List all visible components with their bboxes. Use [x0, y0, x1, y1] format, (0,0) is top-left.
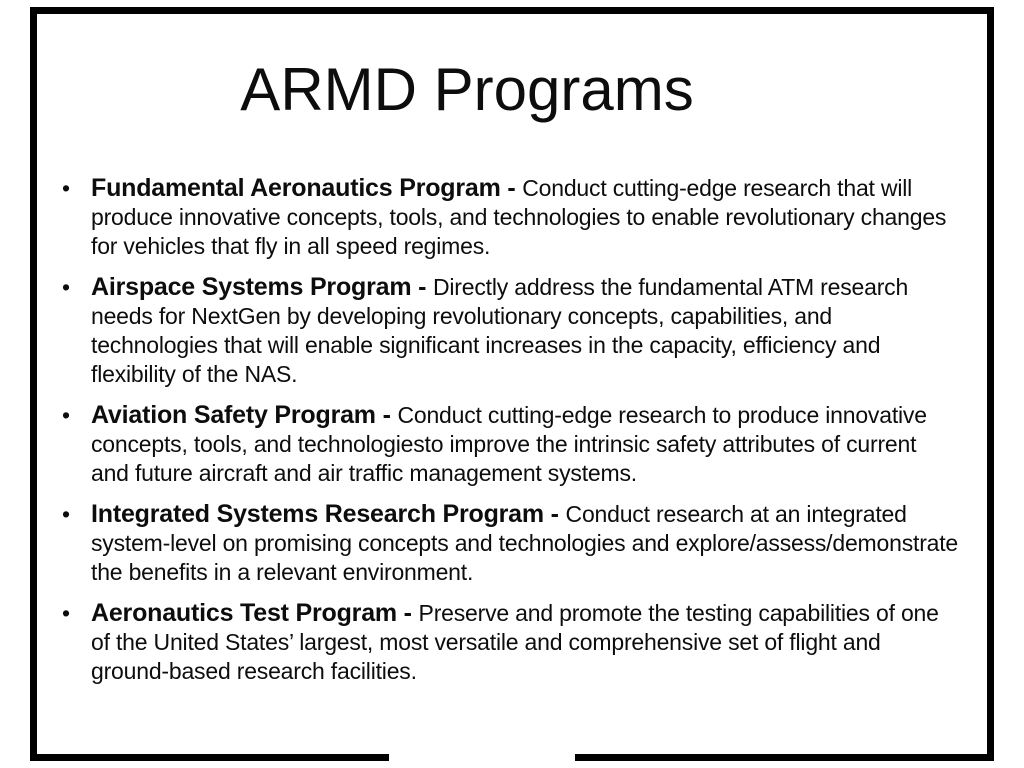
bullet-marker: •: [62, 175, 70, 201]
bullet-list: [60, 174, 960, 698]
slide-frame-bottom-left: [30, 754, 389, 761]
bullet-item-aviation-safety: [60, 401, 960, 488]
slide-frame-top: [30, 7, 994, 14]
bullet-heading: Integrated Systems Research Program -: [91, 500, 566, 528]
bullet-marker: •: [62, 274, 70, 300]
slide-frame-left: [30, 7, 37, 761]
bullet-heading: Airspace Systems Program -: [91, 273, 433, 301]
bullet-body: Conduct cutting-edge research that will produce innovative concepts, tools, and technologies to enable revolutionary changes for vehicles that fly in all speed regimes.: [91, 175, 947, 259]
bullet-body: Directly address the fundamental ATM research needs for NextGen by developing revolutionary concepts, capabilities, and technologies that will enable significant increases in the capacity, efficiency and flexibility of the NAS.: [91, 274, 909, 387]
bullet-item-integrated-systems-research: [60, 500, 960, 587]
bullet-body: Preserve and promote the testing capabilities of one of the United States’ largest, most versatile and comprehensive set of flight and ground-based research facilities.: [91, 600, 939, 684]
bullet-body: Conduct research at an integrated system-level on promising concepts and technologies and explore/assess/demonstrate the benefits in a relevant environment.: [91, 501, 959, 585]
bullet-marker: •: [62, 402, 70, 428]
bullet-marker: •: [62, 501, 70, 527]
bullet-item-aeronautics-test: [60, 599, 960, 686]
bullet-body: Conduct cutting-edge research to produce innovative concepts, tools, and technologiesto improve the intrinsic safety attributes of current and future aircraft and air traffic management systems.: [91, 402, 927, 486]
bullet-heading: Aeronautics Test Program -: [91, 599, 419, 627]
bullet-heading: Aviation Safety Program -: [91, 401, 398, 429]
bullet-marker: •: [62, 600, 70, 626]
bullet-item-airspace-systems: [60, 273, 960, 389]
bullet-heading: Fundamental Aeronautics Program -: [91, 174, 523, 202]
slide-frame-bottom-right: [575, 754, 994, 761]
slide-title: ARMD Programs: [240, 56, 694, 123]
bullet-item-fundamental-aeronautics: [60, 174, 960, 261]
slide-frame-right: [987, 7, 994, 761]
